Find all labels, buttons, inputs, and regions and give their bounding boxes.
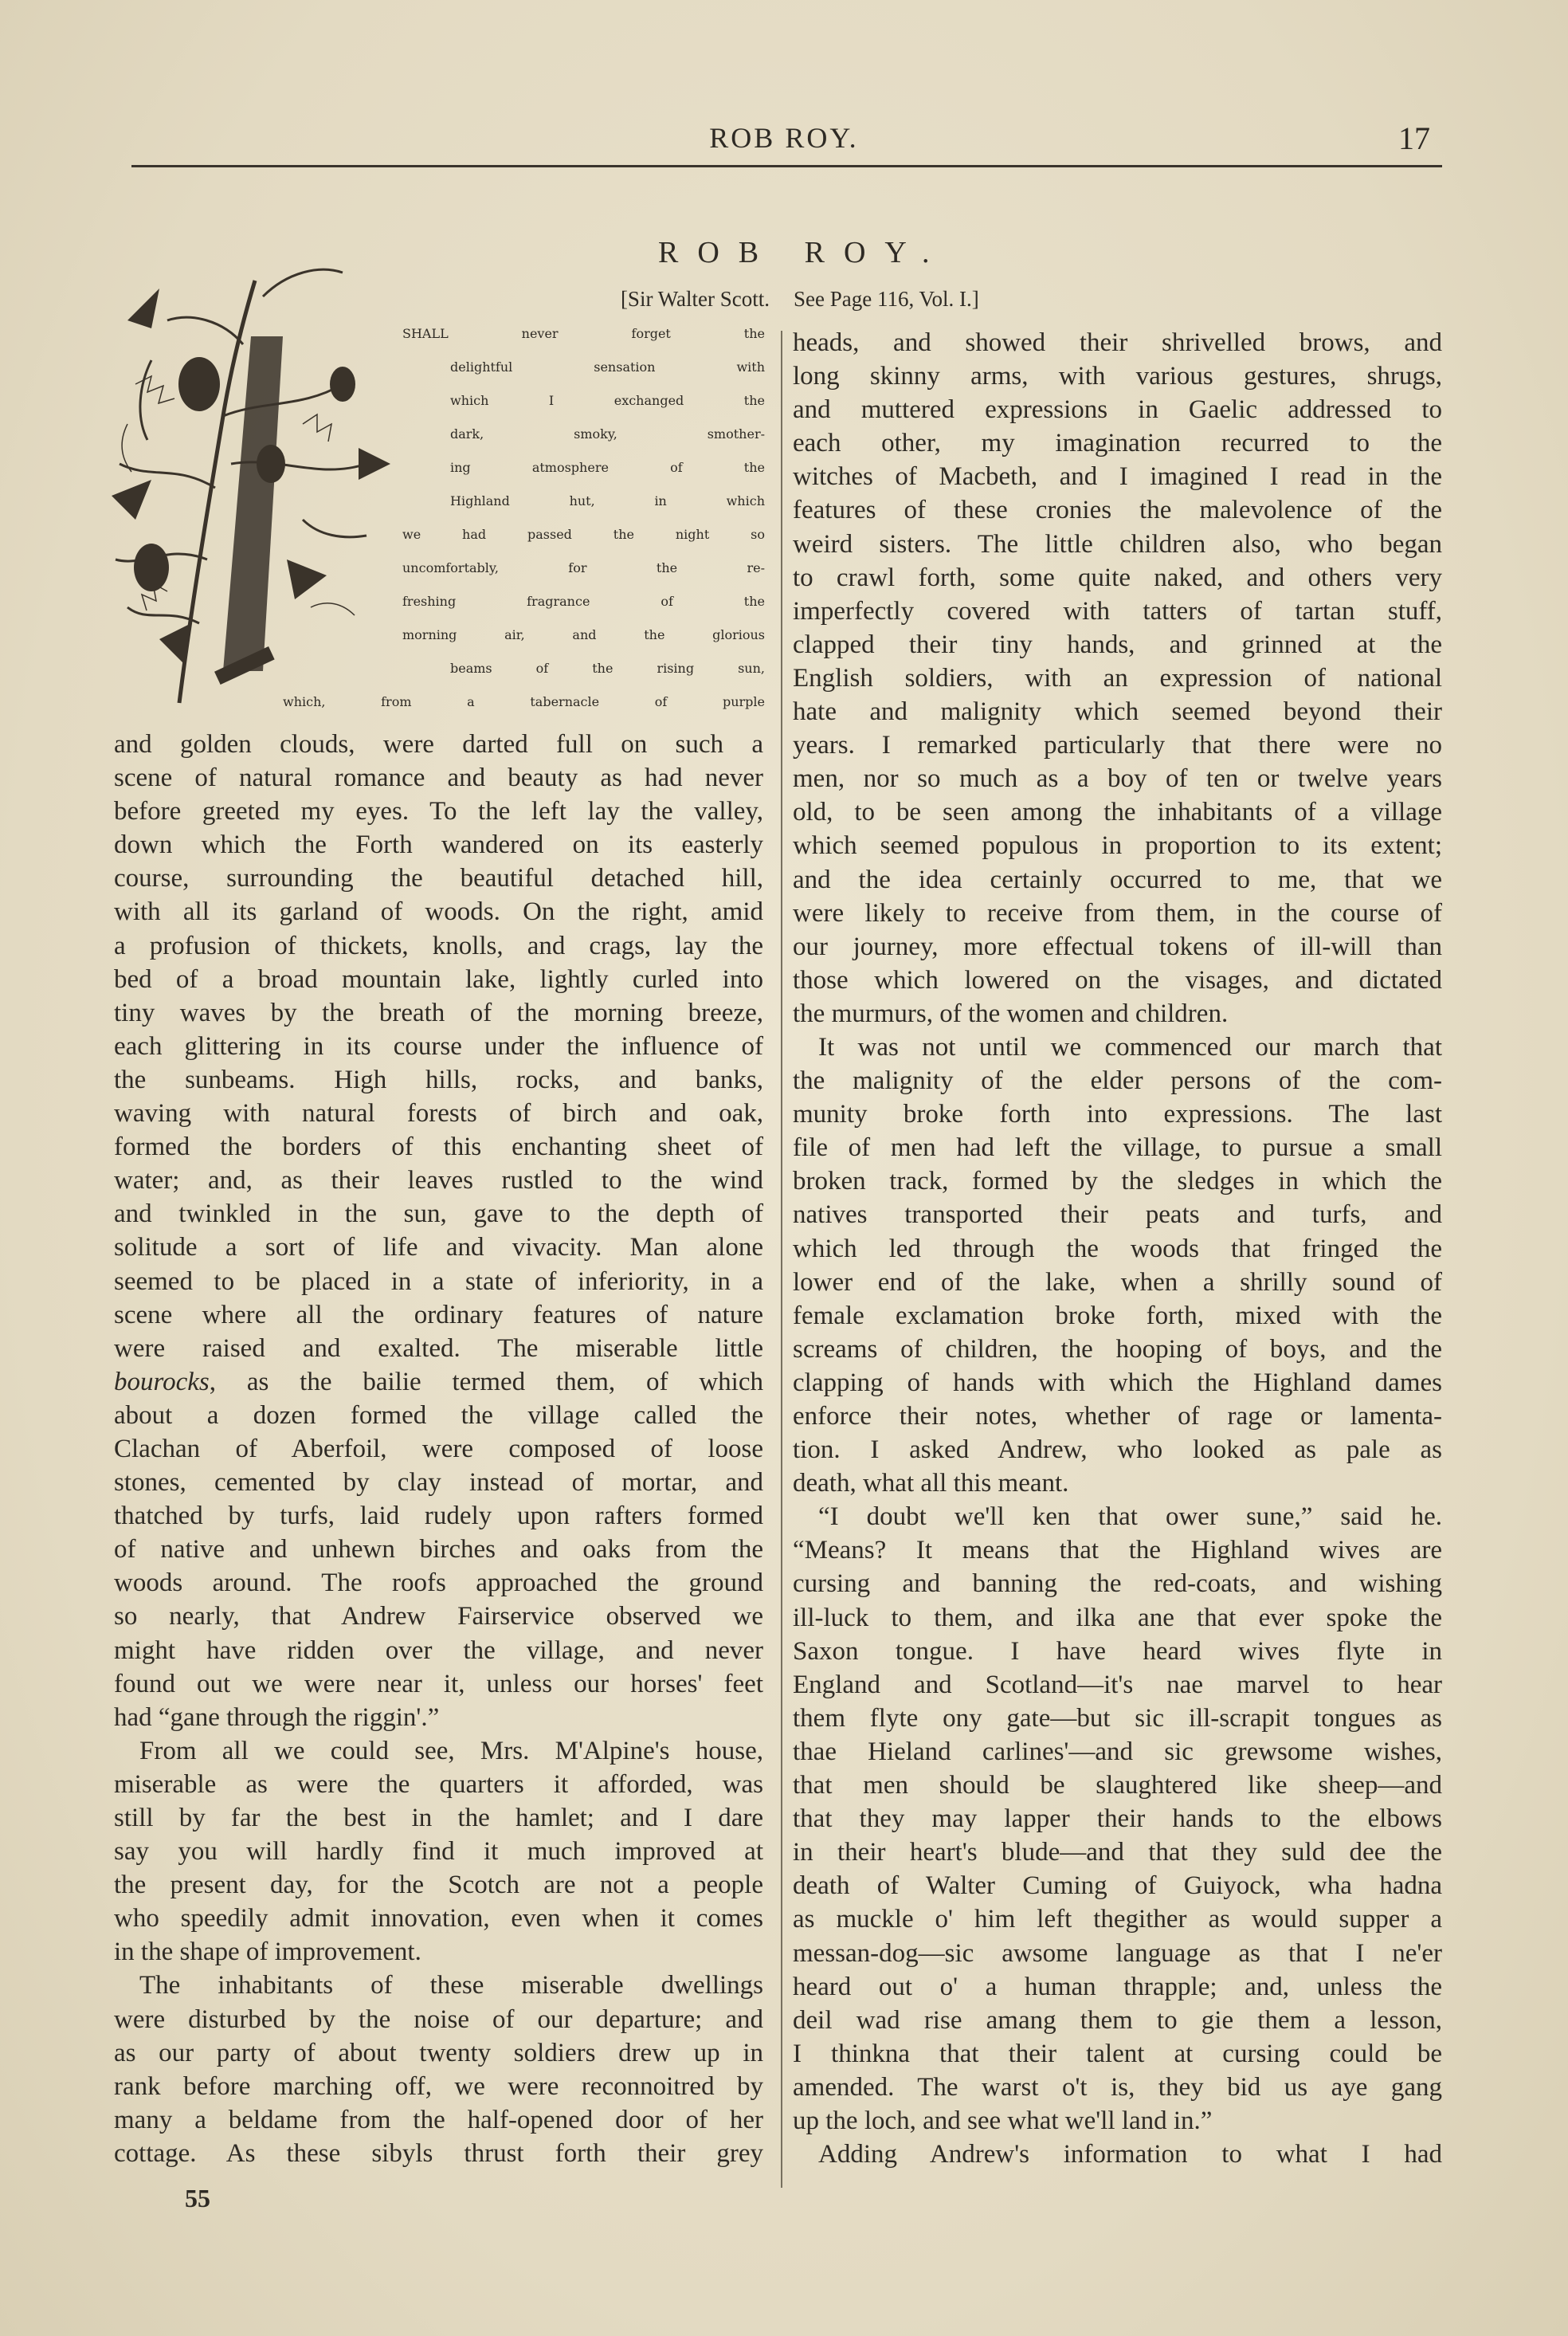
text-line: men, nor so much as a boy of ten or twelve years xyxy=(793,764,1442,794)
text-line: long skinny arms, with various gestures, shrugs, xyxy=(793,362,1442,391)
right-column xyxy=(793,326,1442,2171)
running-title: ROB ROY. xyxy=(709,122,859,154)
text-line: Clachan of Aberfoil, were composed of loose xyxy=(114,1434,763,1463)
text-line: each other, my imagination recurred to the xyxy=(793,429,1442,458)
text-line: and golden clouds, were darted full on such a xyxy=(114,730,763,759)
text-line: scene where all the ordinary features of nature xyxy=(114,1300,763,1329)
text-line: woods around. The roofs approached the ground xyxy=(114,1568,763,1598)
text-line: of native and unhewn birches and oaks from the xyxy=(114,1535,763,1565)
dropcap-wrap-line-8: uncomfortably, for the re- xyxy=(402,560,765,575)
text-line: natives transported their peats and turfs, and xyxy=(793,1200,1442,1230)
text-line: “Means? It means that the Highland wives are xyxy=(793,1536,1442,1565)
text-line: cursing and banning the red-coats, and wishing xyxy=(793,1569,1442,1599)
page-number: 17 xyxy=(1398,120,1430,156)
text-line: From all we could see, Mrs. M'Alpine's house, xyxy=(139,1736,763,1765)
text-line: found out we were near it, unless our horses' feet xyxy=(114,1669,763,1698)
dropcap-wrap-line-3: which I exchanged the xyxy=(450,393,765,408)
text-line: messan-dog—sic awsome language as that I ne'er xyxy=(793,1938,1442,1968)
text-line: and twinkled in the sun, gave to the depth of xyxy=(114,1199,763,1229)
text-line: England and Scotland—it's nae marvel to hear xyxy=(793,1670,1442,1699)
article-title: ROB ROY. xyxy=(658,236,949,269)
text-line: which seemed populous in proportion to its extent; xyxy=(793,831,1442,861)
text-line: that men should be slaughtered like sheep—and xyxy=(793,1771,1442,1800)
text-line: death of Walter Cuming of Guiyock, wha hadna xyxy=(793,1871,1442,1901)
text-line: thae Hieland carlines'—and sic grewsome wishes, xyxy=(793,1737,1442,1766)
text-line: in their heart's blude—and that they suld dee the xyxy=(793,1838,1442,1867)
text-line: as our party of about twenty soldiers drew up in xyxy=(114,2038,763,2067)
signature-folio: 55 xyxy=(185,2184,210,2212)
text-line: solitude a sort of life and vivacity. Man alone xyxy=(114,1233,763,1262)
text-line: formed the borders of this enchanting sheet of xyxy=(114,1133,763,1162)
right-paragraph-1 xyxy=(793,326,1442,1031)
text-line: Adding Andrew's information to what I had xyxy=(818,2140,1442,2169)
text-line: the sunbeams. High hills, rocks, and banks, xyxy=(114,1065,763,1094)
text-line: old, to be seen among the inhabitants of a village xyxy=(793,798,1442,827)
text-line: clapping of hands with which the Highland dames xyxy=(793,1368,1442,1397)
text-line: about a dozen formed the village called the xyxy=(114,1400,763,1430)
text-line: The inhabitants of these miserable dwellings xyxy=(139,1971,763,2000)
text-line: broken track, formed by the sledges in which the xyxy=(793,1167,1442,1196)
text-line: seemed to be placed in a state of inferiority, in a xyxy=(114,1266,763,1296)
text-line: water; and, as their leaves rustled to the wind xyxy=(114,1166,763,1195)
text-line: clapped their tiny hands, and grinned at the xyxy=(793,630,1442,659)
text-line: amended. The warst o't is, they bid us aye gang xyxy=(793,2072,1442,2102)
dropcap-wrap-line-6: Highland hut, in which xyxy=(450,493,765,508)
text-line: imperfectly covered with tatters of tartan stuff, xyxy=(793,596,1442,626)
text-line: enforce their notes, whether of rage or lamenta- xyxy=(793,1402,1442,1431)
text-line: I thinkna that their talent at cursing could be xyxy=(793,2039,1442,2068)
text-line: and the idea certainly occurred to me, that we xyxy=(793,865,1442,894)
text-line: witches of Macbeth, and I imagined I read in the xyxy=(793,462,1442,492)
text-line: hate and malignity which seemed beyond their xyxy=(793,697,1442,727)
left-paragraph-2 xyxy=(114,1734,763,1969)
text-line: a profusion of thickets, knolls, and crags, lay the xyxy=(114,931,763,960)
thistle-dropcap-illustration xyxy=(104,225,438,727)
dropcap-wrap-line-9: freshing fragrance of the xyxy=(402,594,765,609)
dropcap-wrap-line-12: which, from a tabernacle of purple xyxy=(283,694,765,709)
page-reference: See Page 116, Vol. I.] xyxy=(794,287,979,311)
text-line: each glittering in its course under the influence of xyxy=(114,1031,763,1061)
right-paragraph-4 xyxy=(793,2138,1442,2171)
text-line: up the loch, and see what we'll land in.” xyxy=(793,2106,1213,2135)
left-column-body xyxy=(114,728,763,2170)
text-line: the malignity of the elder persons of the com- xyxy=(793,1066,1442,1096)
dropcap-wrap-line-4: dark, smoky, smother- xyxy=(450,426,765,442)
text-line: heads, and showed their shrivelled brows, and xyxy=(793,328,1442,357)
text-line: with all its garland of woods. On the right, amid xyxy=(114,897,763,927)
text-line: “I doubt we'll ken that ower sune,” said he. xyxy=(818,1502,1442,1532)
text-line: the present day, for the Scotch are not a people xyxy=(114,1871,763,1900)
text-line: down which the Forth wandered on its easterly xyxy=(114,830,763,860)
text-line: file of men had left the village, to pursue a small xyxy=(793,1133,1442,1163)
right-paragraph-3 xyxy=(793,1500,1442,2138)
text-line: were likely to receive from them, in the course of xyxy=(793,898,1442,928)
text-line: as muckle o' him left thegither as would supper a xyxy=(793,1905,1442,1934)
text-line: It was not until we commenced our march that xyxy=(818,1032,1442,1062)
text-line: Saxon tongue. I have heard wives flyte in xyxy=(793,1636,1442,1666)
text-line: might have ridden over the village, and never xyxy=(114,1635,763,1665)
text-line: years. I remarked particularly that there were no xyxy=(793,731,1442,760)
text-line: death, what all this meant. xyxy=(793,1469,1069,1498)
left-paragraph-1 xyxy=(114,728,763,1734)
text-line: were raised and exalted. The miserable little xyxy=(114,1333,763,1363)
text-line: and muttered expressions in Gaelic addressed to xyxy=(793,395,1442,425)
text-line: ill-luck to them, and ilka ane that ever spoke the xyxy=(793,1603,1442,1632)
text-line: cottage. As these sibyls thrust forth their grey xyxy=(114,2138,763,2168)
text-line: had “gane through the riggin'.” xyxy=(114,1702,440,1732)
dropcap-wrap-line-1: SHALL never forget the xyxy=(402,326,765,341)
text-line: in the shape of improvement. xyxy=(114,1938,421,1967)
text-line: still by far the best in the hamlet; and I dare xyxy=(114,1804,763,1832)
text-line: were disturbed by the noise of our departure; and xyxy=(114,2004,763,2034)
text-line: deil wad rise amang them to gie them a lesson, xyxy=(793,2005,1442,2035)
text-line: miserable as were the quarters it afforded, was xyxy=(114,1769,763,1799)
text-line: stones, cemented by clay instead of mortar, and xyxy=(114,1468,763,1498)
dropcap-wrap-line-5: ing atmosphere of the xyxy=(450,460,765,475)
header-rule xyxy=(131,165,1442,167)
text-line: scene of natural romance and beauty as had never xyxy=(114,764,763,793)
text-line: who speedily admit innovation, even when it comes xyxy=(114,1904,763,1934)
text-line: female exclamation broke forth, mixed with the xyxy=(793,1301,1442,1330)
text-line: rank before marching off, we were reconnoitred by xyxy=(114,2071,763,2101)
text-line: to crawl forth, some quite naked, and others very xyxy=(793,563,1442,592)
dropcap-wrap-line-11: beams of the rising sun, xyxy=(450,661,765,676)
text-line: screams of children, the hooping of boys, and the xyxy=(793,1334,1442,1364)
text-line: lower end of the lake, when a shrilly sound of xyxy=(793,1267,1442,1297)
text-line: features of these cronies the malevolence of the xyxy=(793,496,1442,525)
text-line: munity broke forth into expressions. The last xyxy=(793,1100,1442,1129)
text-line: bourocks, as the bailie termed them, of which xyxy=(114,1367,763,1396)
text-line: those which lowered on the visages, and dictated xyxy=(793,965,1442,995)
right-paragraph-2 xyxy=(793,1031,1442,1500)
author-attribution: [Sir Walter Scott. xyxy=(620,287,770,311)
dropcap-wrap-line-10: morning air, and the glorious xyxy=(402,627,765,642)
text-line: bed of a broad mountain lake, lightly curled into xyxy=(114,964,763,994)
left-paragraph-3 xyxy=(114,1969,763,2170)
text-line: thatched by turfs, laid rudely upon rafters formed xyxy=(114,1502,763,1531)
dropcap-wrap-line-2: delightful sensation with xyxy=(450,359,765,375)
text-line: many a beldame from the half-opened door of her xyxy=(114,2105,763,2134)
text-line: that they may lapper their hands to the elbows xyxy=(793,1804,1442,1834)
text-line: tion. I asked Andrew, who looked as pale as xyxy=(793,1435,1442,1465)
column-divider xyxy=(781,331,782,2188)
text-line: the murmurs, of the women and children. xyxy=(793,999,1229,1028)
text-line: them flyte ony gate—but sic ill-scrapit tongues as xyxy=(793,1703,1442,1733)
text-line: tiny waves by the breath of the morning breeze, xyxy=(114,998,763,1027)
text-line: course, surrounding the beautiful detached hill, xyxy=(114,864,763,893)
text-line: before greeted my eyes. To the left lay the valley, xyxy=(114,797,763,826)
text-line: waving with natural forests of birch and oak, xyxy=(114,1099,763,1129)
text-line: which led through the woods that fringed the xyxy=(793,1234,1442,1263)
text-line: our journey, more effectual tokens of ill-will than xyxy=(793,932,1442,961)
text-line: heard out o' a human thrapple; and, unless the xyxy=(793,1972,1442,2001)
text-line: weird sisters. The little children also, who began xyxy=(793,529,1442,559)
dropcap-wrap-line-7: we had passed the night so xyxy=(402,527,765,542)
text-line: say you will hardly find it much improved at xyxy=(114,1837,763,1867)
text-line: English soldiers, with an expression of national xyxy=(793,663,1442,693)
text-line: so nearly, that Andrew Fairservice observed we xyxy=(114,1602,763,1631)
